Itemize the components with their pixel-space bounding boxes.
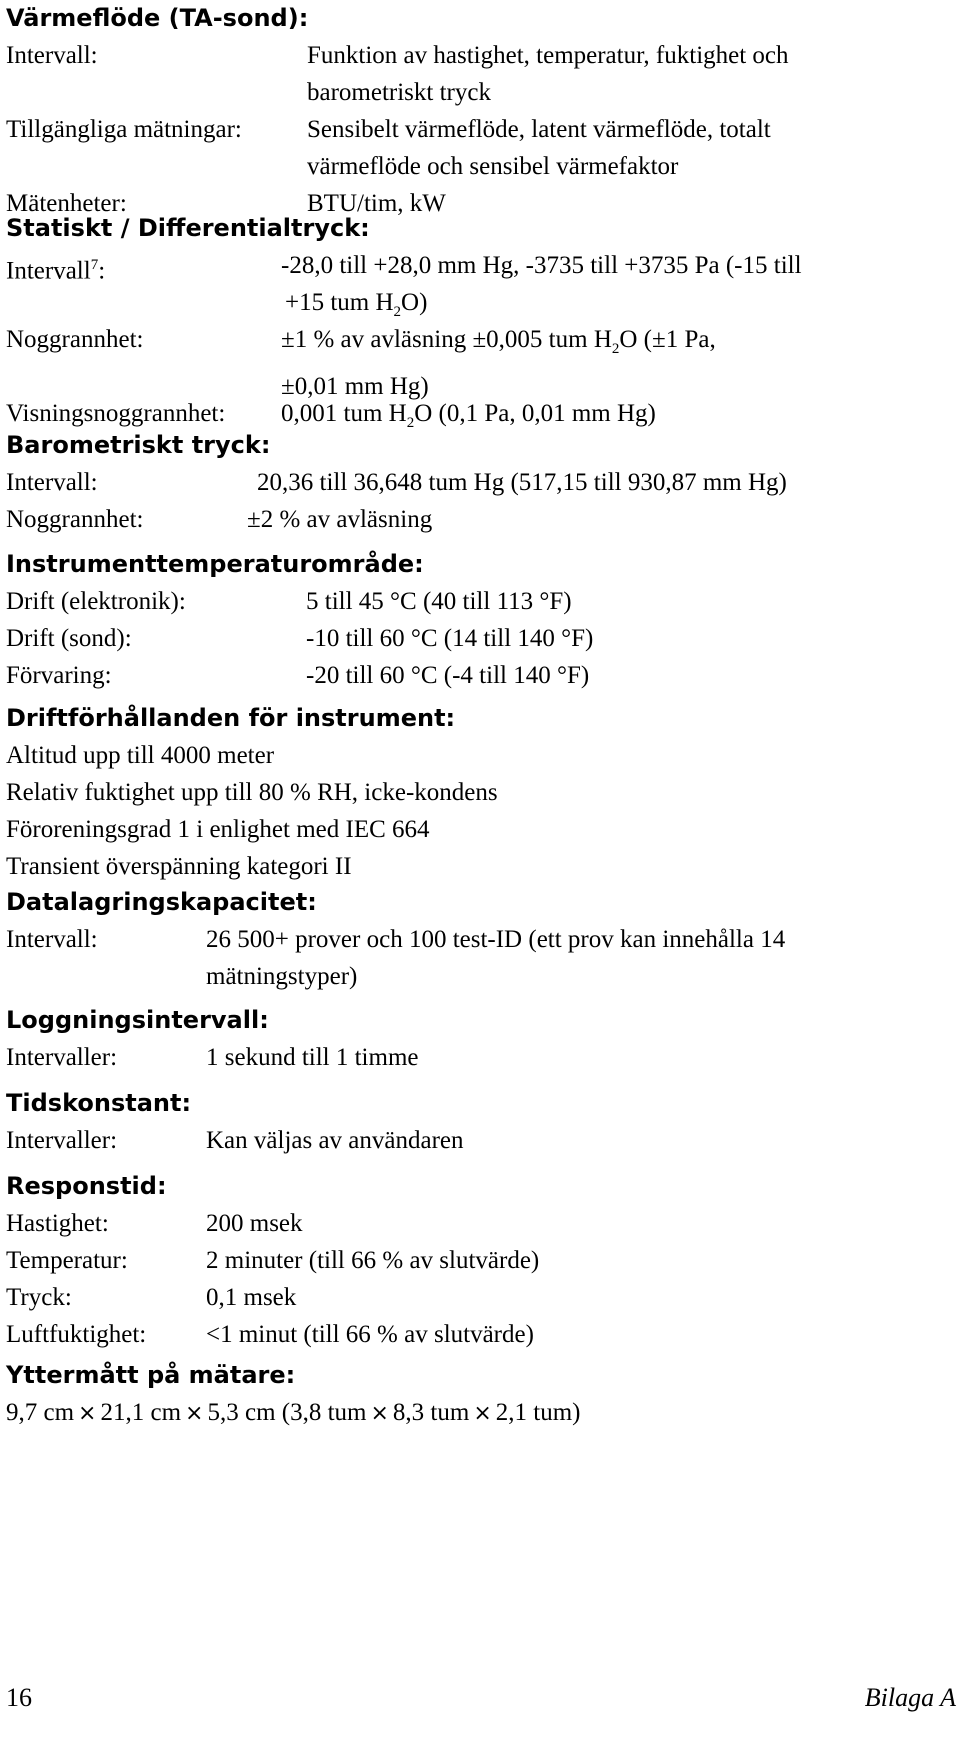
spec-value: Kan väljas av användaren [206, 1127, 464, 1154]
spec-label: Förvaring: [6, 662, 112, 689]
dimensions-line [6, 1394, 956, 1432]
spec-label [6, 247, 105, 289]
page-number: 16 [6, 1683, 32, 1712]
spec-value-cont: värmeflöde och sensibel värmefaktor [307, 153, 679, 180]
condition-line: Altitud upp till 4000 meter [6, 742, 275, 769]
spec-row [6, 1316, 956, 1353]
spec-row [6, 921, 956, 995]
appendix-label: Bilaga A [864, 1683, 956, 1712]
spec-row [6, 1242, 956, 1279]
spec-value: BTU/tim, kW [307, 190, 446, 217]
spec-row [6, 321, 956, 400]
spec-value-cont: mätningstyper) [206, 963, 358, 990]
spec-row [6, 247, 956, 321]
subscript: 2 [611, 341, 620, 357]
spec-label: Mätenheter: [6, 190, 127, 217]
spec-row [6, 111, 956, 185]
times-icon: × [473, 1401, 492, 1426]
spec-label: Intervaller: [6, 1127, 118, 1154]
spec-label: Visningsnoggrannhet: [6, 400, 226, 427]
section-title: Barometriskt tryck: [6, 431, 271, 459]
spec-row [6, 1122, 956, 1159]
section-title: Instrumenttemperaturområde: [6, 550, 424, 578]
spec-value: 1 sekund till 1 timme [206, 1044, 419, 1071]
spec-label-colon: : [98, 257, 106, 285]
condition-line: Relativ fuktighet upp till 80 % RH, icke-kondens [6, 779, 498, 806]
section-title: Driftförhållanden för instrument: [6, 704, 456, 732]
spec-row [6, 464, 956, 501]
section-data-storage [6, 884, 956, 995]
value-text: O) [401, 289, 428, 316]
spec-row [6, 1279, 956, 1316]
spec-value: Funktion av hastighet, temperatur, fuktighet och [307, 42, 789, 69]
spec-value-cont: ±0,01 mm Hg) [281, 373, 429, 400]
spec-value: -20 till 60 °C (-4 till 140 °F) [306, 662, 590, 689]
dimension-value: 5,3 cm (3,8 tum [207, 1399, 367, 1426]
dimension-value: 21,1 cm [100, 1399, 182, 1426]
spec-value: 5 till 45 °C (40 till 113 °F) [306, 588, 572, 615]
spec-value [281, 321, 956, 368]
section-instrument-temperature [6, 546, 956, 694]
spec-row [6, 657, 956, 694]
section-static-differential-pressure [6, 210, 956, 442]
spec-label: Intervaller: [6, 1044, 118, 1071]
value-text: +15 tum H [285, 289, 394, 316]
spec-label-text: Intervall [6, 257, 91, 285]
section-title: Tidskonstant: [6, 1089, 192, 1117]
spec-label: Luftfuktighet: [6, 1321, 147, 1348]
spec-label: Noggrannhet: [6, 506, 144, 533]
section-logging-interval [6, 1002, 956, 1076]
spec-label: Intervall: [6, 469, 98, 496]
section-title: Datalagringskapacitet: [6, 888, 317, 916]
value-text: 0,001 tum H [281, 400, 407, 427]
spec-label: Intervall: [6, 926, 98, 953]
spec-row [6, 1039, 956, 1076]
times-icon: × [78, 1401, 97, 1426]
spec-label: Drift (elektronik): [6, 588, 186, 615]
spec-row [6, 37, 956, 111]
value-text: O (0,1 Pa, 0,01 mm Hg) [414, 400, 656, 427]
spec-value: 2 minuter (till 66 % av slutvärde) [206, 1247, 540, 1274]
section-response-time [6, 1168, 956, 1353]
section-title: Statiskt / Differentialtryck: [6, 214, 370, 242]
spec-value: Sensibelt värmeflöde, latent värmeflöde, totalt [307, 116, 771, 143]
section-heat-flow [6, 0, 956, 222]
dimension-value: 9,7 cm [6, 1399, 75, 1426]
section-title: Yttermått på mätare: [6, 1361, 296, 1389]
value-text: O (±1 Pa, [619, 326, 716, 353]
section-barometric-pressure [6, 427, 956, 538]
spec-value: 20,36 till 36,648 tum Hg (517,15 till 930,87 mm Hg) [257, 469, 787, 496]
spec-label: Hastighet: [6, 1210, 109, 1237]
section-title: Loggningsintervall: [6, 1006, 269, 1034]
spec-value: -10 till 60 °C (14 till 140 °F) [306, 625, 594, 652]
dimension-value: 8,3 tum [392, 1399, 470, 1426]
subscript: 2 [393, 304, 402, 320]
spec-label: Tillgängliga mätningar: [6, 116, 242, 143]
spec-value: 0,1 msek [206, 1284, 297, 1311]
value-text: ±1 % av avläsning ±0,005 tum H [281, 326, 612, 353]
section-operating-conditions [6, 700, 956, 885]
spec-row [6, 620, 956, 657]
section-title: Värmeflöde (TA-sond): [6, 4, 309, 32]
spec-row [6, 583, 956, 620]
spec-label: Noggrannhet: [6, 326, 144, 353]
spec-value: 200 msek [206, 1210, 303, 1237]
dimension-value: 2,1 tum) [495, 1399, 581, 1426]
condition-line: Föroreningsgrad 1 i enlighet med IEC 664 [6, 816, 430, 843]
section-title: Responstid: [6, 1172, 167, 1200]
times-icon: × [370, 1401, 389, 1426]
condition-line: Transient överspänning kategori II [6, 853, 352, 880]
spec-value: -28,0 till +28,0 mm Hg, -3735 till +3735 Pa (-15 till [281, 252, 802, 279]
times-icon: × [185, 1401, 204, 1426]
spec-label: Temperatur: [6, 1247, 128, 1274]
spec-label: Tryck: [6, 1284, 72, 1311]
spec-row [6, 501, 956, 538]
spec-label: Intervall: [6, 42, 98, 69]
spec-value: ±2 % av avläsning [247, 506, 433, 533]
section-meter-dimensions [6, 1357, 956, 1432]
spec-value: 26 500+ prover och 100 test-ID (ett prov kan innehålla 14 [206, 926, 786, 953]
subscript: 2 [406, 415, 415, 431]
section-time-constant [6, 1085, 956, 1159]
footnote-marker: 7 [90, 257, 99, 273]
spec-label: Drift (sond): [6, 625, 132, 652]
spec-row [6, 1205, 956, 1242]
spec-value: <1 minut (till 66 % av slutvärde) [206, 1321, 534, 1348]
spec-value-cont: barometriskt tryck [307, 79, 491, 106]
